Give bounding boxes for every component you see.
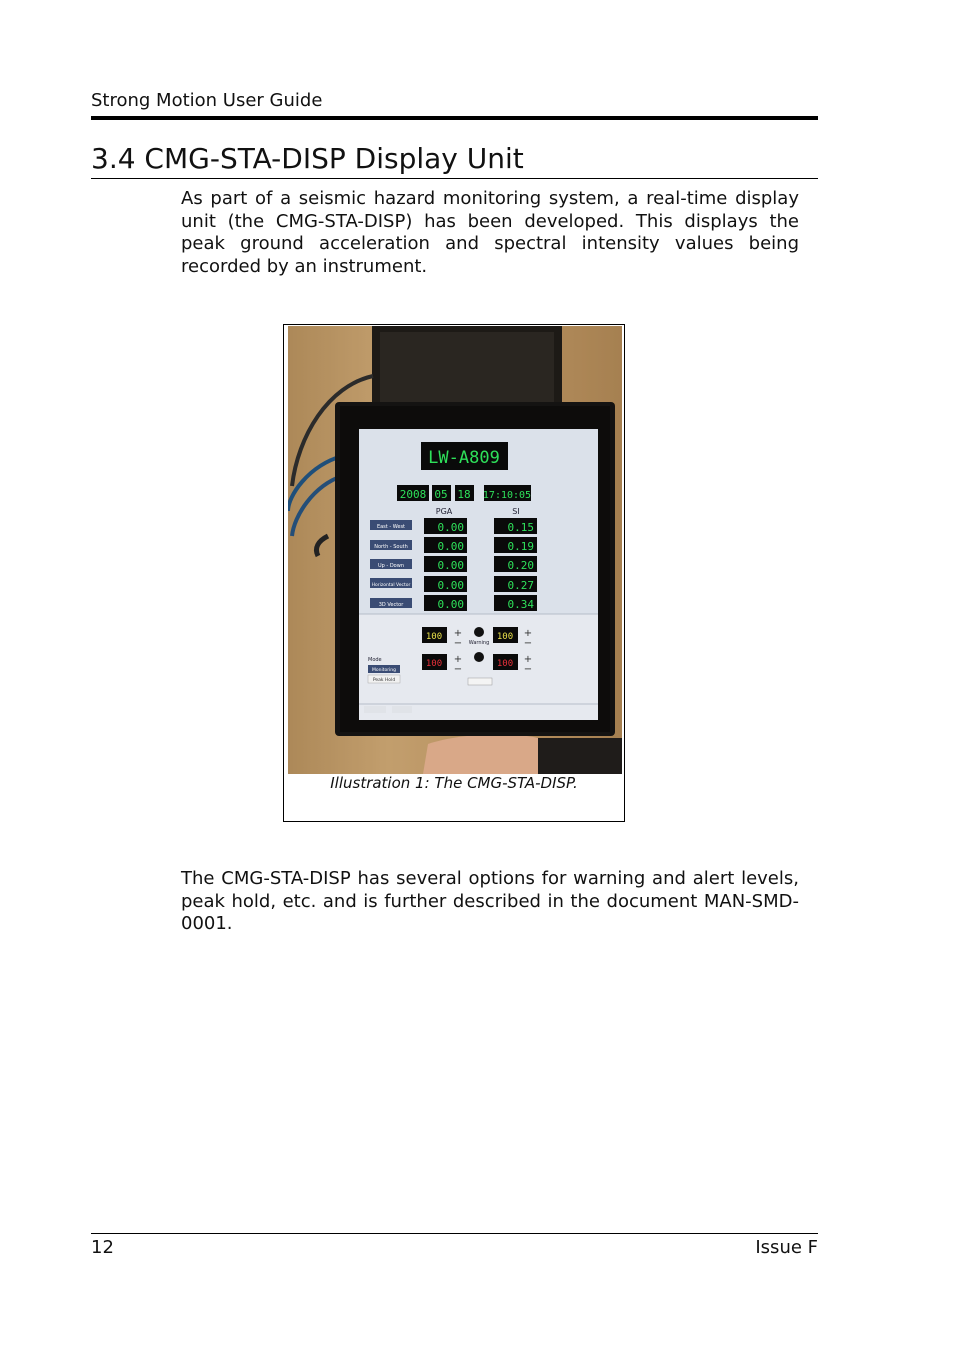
si-value: 0.19 xyxy=(507,540,534,553)
pga-value: 0.00 xyxy=(437,598,464,611)
channel-label: 3D Vector xyxy=(378,602,404,608)
screen-tab[interactable] xyxy=(392,706,412,713)
issue-label: Issue F xyxy=(755,1237,818,1258)
si-value: 0.20 xyxy=(507,559,534,572)
minus-icon[interactable]: − xyxy=(453,664,463,675)
mode-label: Mode xyxy=(368,657,382,663)
time-display: 17:10:05 xyxy=(482,490,532,501)
footer-rule xyxy=(91,1233,818,1234)
si-heading: SI xyxy=(512,507,520,516)
screen-tab[interactable] xyxy=(364,706,386,713)
minus-icon[interactable]: − xyxy=(523,638,533,649)
si-value: 0.15 xyxy=(507,521,534,534)
month-display: 05 xyxy=(434,488,448,501)
warning-indicator xyxy=(474,627,484,637)
pga-value: 0.00 xyxy=(437,579,464,592)
channel-label: East - West xyxy=(376,524,406,530)
running-header: Strong Motion User Guide xyxy=(91,90,323,111)
mode-option-label: Monitoring xyxy=(371,668,397,673)
intro-paragraph: As part of a seismic hazard monitoring system, a real-time display unit (the CMG-STA-DISP) has been developed. This displays the peak ground acceleration and spectral intensity values being recorded by an instrument. xyxy=(181,188,799,277)
channel-label: North - South xyxy=(374,544,408,550)
plus-icon[interactable]: + xyxy=(453,628,463,639)
warning-label: Warning xyxy=(468,640,490,646)
pga-value: 0.00 xyxy=(437,540,464,553)
minus-icon[interactable]: − xyxy=(523,664,533,675)
channel-label: Horizontal Vector xyxy=(371,583,411,588)
pga-heading: PGA xyxy=(435,507,453,516)
alert-si-level: 100 xyxy=(496,659,514,669)
station-id-display: LW-A809 xyxy=(428,448,500,468)
channel-label: Up - Down xyxy=(378,563,404,569)
detail-paragraph: The CMG-STA-DISP has several options for warning and alert levels, peak hold, etc. and is further described in the document MAN-SMD-0001. xyxy=(181,868,799,934)
mode-option-label: Peak Hold xyxy=(372,678,396,683)
minus-icon[interactable]: − xyxy=(453,638,463,649)
pga-value: 0.00 xyxy=(437,521,464,534)
alert-pga-level: 100 xyxy=(425,659,443,669)
day-display: 18 xyxy=(457,488,471,501)
title-rule xyxy=(91,178,818,179)
figure-frame xyxy=(283,324,625,822)
alert-indicator xyxy=(474,652,484,662)
si-value: 0.34 xyxy=(507,598,534,611)
si-value: 0.27 xyxy=(507,579,534,592)
warning-pga-level: 100 xyxy=(425,632,443,642)
warning-si-level: 100 xyxy=(496,632,514,642)
year-display: 2008 xyxy=(399,488,427,501)
section-title: 3.4 CMG-STA-DISP Display Unit xyxy=(91,142,524,175)
header-rule xyxy=(91,116,818,120)
plus-icon[interactable]: + xyxy=(523,654,533,665)
screen-button[interactable] xyxy=(468,678,492,685)
figure-caption: Illustration 1: The CMG-STA-DISP. xyxy=(330,774,578,792)
page-number: 12 xyxy=(91,1237,114,1258)
plus-icon[interactable]: + xyxy=(453,654,463,665)
pga-value: 0.00 xyxy=(437,559,464,572)
device-photo xyxy=(288,326,622,774)
plus-icon[interactable]: + xyxy=(523,628,533,639)
